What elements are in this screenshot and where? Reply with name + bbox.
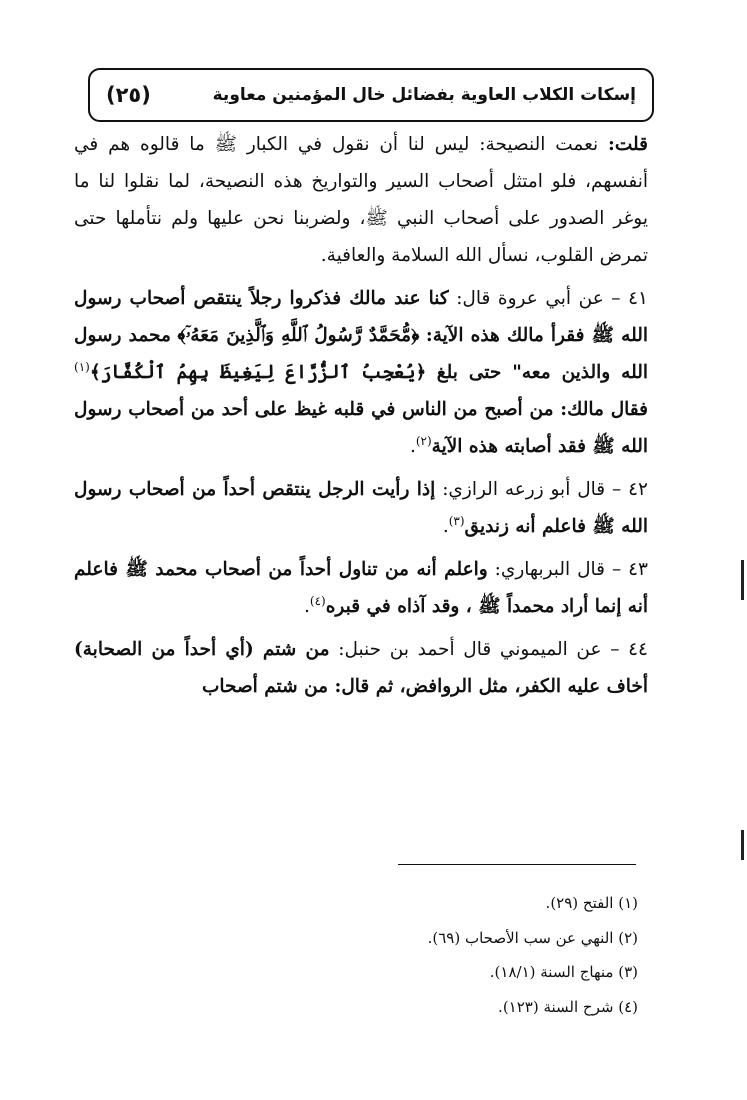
footnote-item: (٤) شرح السنة (١٢٣). bbox=[498, 997, 638, 1016]
footnotes bbox=[300, 886, 638, 1024]
page-number: (٢٥) bbox=[106, 83, 151, 107]
footnote-ref: (١) bbox=[74, 359, 90, 374]
paragraph-44 bbox=[74, 631, 648, 705]
narration-bold: فقال مالك: من أصبح من الناس في قلبه غيظ على أحد من أصحاب رسول الله ﷺ فقد أصابته هذه الآية bbox=[74, 399, 648, 457]
footnote-ref: (٢) bbox=[415, 433, 432, 448]
quran-verse: ﴿يُعْجِبُ ٱلزُّرَّاعَ لِيَغِيظَ بِهِمُ ٱلْكُفَّارَ﴾ bbox=[89, 362, 427, 383]
scan-edge-mark bbox=[741, 560, 744, 600]
commentary-text: نعمت النصيحة: ليس لنا أن نقول في الكبار ﷺ ما قالوه هم في أنفسهم، فلو امتثل أصحاب السير والتواريخ هذه النصيحة، لما نقلوا لنا ما يوغر الصدور على أصحاب النبي ﷺ، ولضربنا نحن عليها ولم نتأملها حتى تمرض القلوب، نسأل الله السلامة والعافية. bbox=[74, 134, 648, 266]
narration-bold: من شتم (أي أحداً من الصحابة) أخاف عليه الكفر، مثل الروافض، ثم قال: من شتم أصحاب bbox=[74, 639, 648, 697]
footnote-item: (١) الفتح (٢٩). bbox=[545, 894, 638, 912]
main-text bbox=[74, 126, 648, 711]
narration-intro: ٤٤ – عن الميموني قال أحمد بن حنبل: bbox=[338, 639, 648, 660]
narration-bold: إذا رأيت الرجل ينتقص أحداً من أصحاب رسول الله ﷺ فاعلم أنه زنديق bbox=[74, 479, 648, 537]
footnote-item: (٢) النهي عن سب الأصحاب (٦٩). bbox=[427, 928, 638, 947]
footnote-divider bbox=[398, 864, 636, 865]
scan-edge-mark bbox=[741, 830, 744, 860]
paragraph-43: ٤٣ – قال البربهاري: واعلم أنه من تناول أحداً من أصحاب محمد ﷺ فاعلم أنه إنما أراد محمداً ﷺ ، وقد آذاه في قبره$^{(٤)}$. bbox=[74, 559, 648, 617]
narration-bold: كنا عند مالك فذكروا رجلاً ينتقص أصحاب رسول الله ﷺ فقرأ مالك هذه الآية: bbox=[74, 288, 648, 346]
narration-intro: ٤٣ – قال البربهاري: bbox=[494, 559, 648, 580]
quran-verse: ﴿مُّحَمَّدٌ رَّسُولُ ٱللَّهِ وَٱلَّذِينَ مَعَهُۥٓ﴾ bbox=[177, 325, 420, 346]
footnote-ref: (٤) bbox=[309, 593, 326, 608]
footnote-ref: (٣) bbox=[448, 513, 465, 528]
footnote-item: (٣) منهاج السنة (١٨/١). bbox=[489, 963, 638, 981]
paragraph-42: ٤٢ – قال أبو زرعه الرازي: إذا رأيت الرجل ينتقص أحداً من أصحاب رسول الله ﷺ فاعلم أنه زنديق$^{(٣)}$. bbox=[74, 479, 648, 537]
narration-bold: واعلم أنه من تناول أحداً من أصحاب محمد ﷺ فاعلم أنه إنما أراد محمداً ﷺ ، وقد آذاه في قبره bbox=[74, 559, 648, 617]
paragraph-commentary bbox=[74, 126, 648, 274]
running-header bbox=[88, 68, 654, 122]
narration-bold: محمد رسول الله والذين معه" حتى بلغ bbox=[74, 325, 648, 383]
book-title: إسكات الكلاب العاوية بفضائل خال المؤمنين معاوية bbox=[212, 85, 636, 105]
commentary-label: قلت: bbox=[608, 134, 648, 155]
paragraph-41: ٤١ – عن أبي عروة قال: كنا عند مالك فذكروا رجلاً ينتقص أصحاب رسول الله ﷺ فقرأ مالك هذه الآية: ﴿مُّحَمَّدٌ رَّسُولُ ٱللَّهِ وَٱلَّذِينَ مَعَهُۥٓ﴾ محمد رسول الله والذين معه" حتى بلغ ﴿يُعْجِبُ ٱلزُّرَّاعَ لِيَغِيظَ بِهِمُ ٱلْكُفَّارَ﴾$^{(١)}$ فقال مالك: من أصبح من الناس في قلبه غيظ على أحد من أصحاب رسول الله ﷺ فقد أصابته هذه الآية$^{(٢)}$. bbox=[74, 288, 648, 457]
narration-intro: ٤١ – عن أبي عروة قال: bbox=[456, 288, 648, 309]
narration-intro: ٤٢ – قال أبو زرعه الرازي: bbox=[442, 479, 648, 500]
